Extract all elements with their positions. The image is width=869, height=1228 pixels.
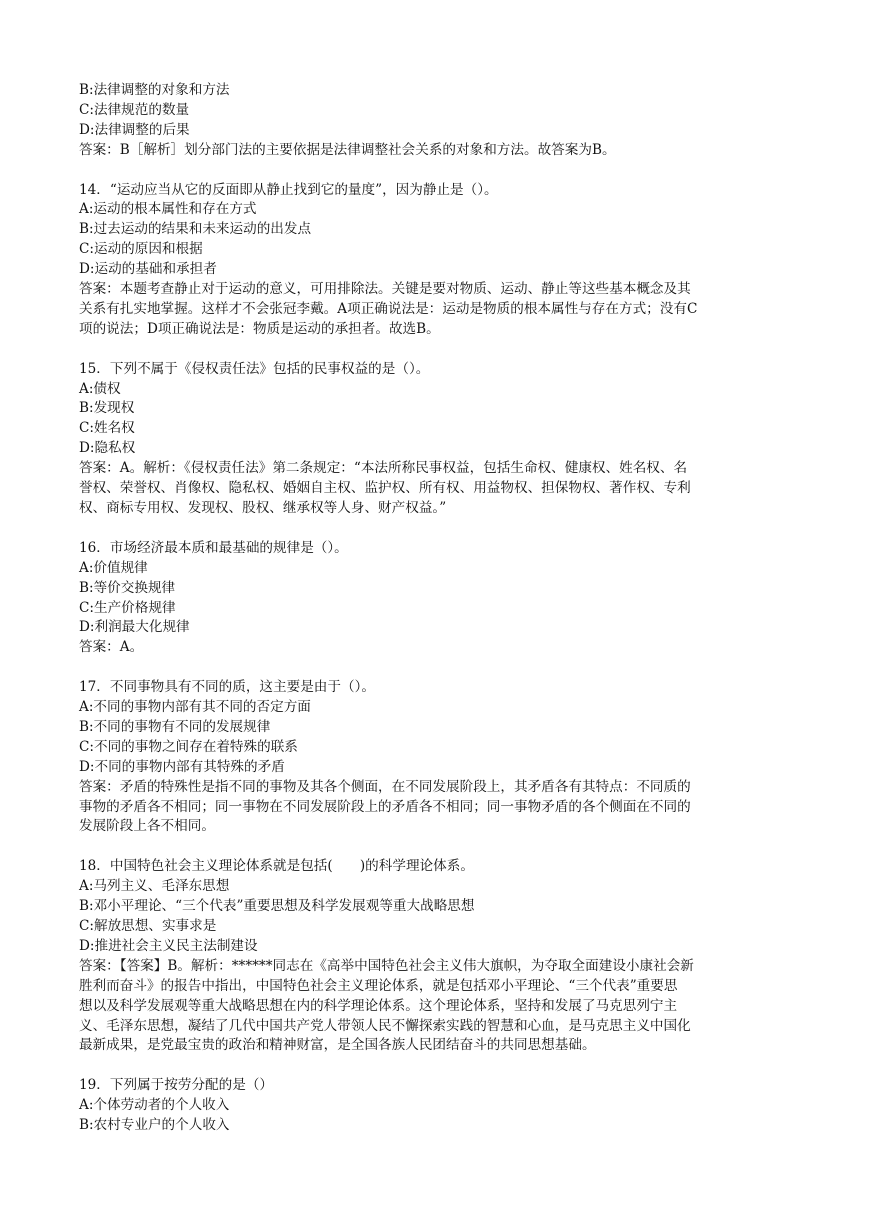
option-b: B:农村专业户的个人收入 [79,1117,230,1134]
answer-line: 答案：A。 [79,639,144,656]
option-b: B:法律调整的对象和方法 [79,82,230,98]
question-18 [79,857,791,1056]
answer-line: 权、商标专用权、发现权、股权、继承权等人身、财产权益。” [79,500,447,516]
answer-line: 誉权、荣誉权、肖像权、隐私权、婚姻自主权、监护权、所有权、用益物权、担保物权、著作权、专利 [79,480,691,497]
question-stem: 17．不同事物具有不同的质，这主要是由于（）。 [79,679,375,696]
option-d: D:运动的基础和承担者 [79,261,217,278]
answer-line: 事物的矛盾各不相同；同一事物在不同发展阶段上的矛盾各不相同；同一事物矛盾的各个侧面在不同的 [79,798,691,815]
question-stem: 19．下列属于按劳分配的是（） [79,1077,274,1094]
option-a: A:马列主义、毛泽东思想 [79,878,230,895]
option-a: A:运动的根本属性和存在方式 [79,201,257,218]
option-b: B:发现权 [79,400,135,417]
option-a: A:债权 [79,380,121,397]
question-15 [79,360,791,519]
option-b: B:等价交换规律 [79,579,176,596]
answer-text: 答案：B［解析］划分部门法的主要依据是法律调整社会关系的对象和方法。故答案为B。 [79,141,616,158]
answer-line: 答案：【答案】B。解析：******同志在《高举中国特色社会主义伟大旗帜，为夺取全面建设小康社会新 [79,957,694,974]
answer-line: 最新成果，是党最宝贵的政治和精神财富，是全国各族人民团结奋斗的共同思想基础。 [79,1037,596,1054]
question-14 [79,181,791,340]
question-19 [79,1076,791,1136]
answer-line: 答案：本题考查静止对于运动的意义，可用排除法。关键是要对物质、运动、静止等这些基本概念及其 [79,281,691,298]
question-stem: 18．中国特色社会主义理论体系就是包括( )的科学理论体系。 [79,858,474,875]
option-c: C:姓名权 [79,420,135,437]
question-stem: 14．“运动应当从它的反面即从静止找到它的量度”，因为静止是（）。 [79,181,498,198]
answer-line: 答案：矛盾的特殊性是指不同的事物及其各个侧面，在不同发展阶段上，其矛盾各有其特点：不同质的 [79,778,691,795]
option-d: D:法律调整的后果 [79,121,190,138]
option-c: C:生产价格规律 [79,599,176,616]
answer-line: 答案：A。解析：《侵权责任法》第二条规定：“本法所称民事权益，包括生命权、健康权、姓名权、名 [79,460,688,477]
option-c: C:不同的事物之间存在着特殊的联系 [79,738,298,755]
answer-line: 发展阶段上各不相同。 [79,818,215,835]
option-d: D:推进社会主义民主法制建设 [79,937,258,954]
option-a: A:个体劳动者的个人收入 [79,1097,230,1114]
option-b: B:邓小平理论、“三个代表”重要思想及科学发展观等重大战略思想 [79,898,475,915]
answer-line: 想以及科学发展观等重大战略思想在内的科学理论体系。这个理论体系，坚持和发展了马克思列宁主 [79,997,678,1014]
document-page [79,81,791,1136]
answer-line: 义、毛泽东思想，凝结了几代中国共产党人带领人民不懈探索实践的智慧和心血，是马克思主义中国化 [79,1017,691,1034]
option-a: A:不同的事物内部有其不同的否定方面 [79,699,311,716]
option-c: C:法律规范的数量 [79,101,190,118]
question-stem: 16．市场经济最本质和最基础的规律是（）。 [79,539,348,556]
question-16 [79,539,791,658]
question-stem: 15．下列不属于《侵权责任法》包括的民事权益的是（）。 [79,360,430,377]
option-c: C:解放思想、实事求是 [79,917,217,934]
option-d: D:利润最大化规律 [79,619,190,636]
answer-line: 关系有扎实地掌握。这样才不会张冠李戴。A项正确说法是：运动是物质的根本属性与存在方式；没有C [79,300,698,317]
option-b: B:过去运动的结果和未来运动的出发点 [79,221,312,238]
option-d: D:不同的事物内部有其特殊的矛盾 [79,758,285,775]
option-c: C:运动的原因和根据 [79,241,203,258]
option-d: D:隐私权 [79,440,136,457]
question-17 [79,678,791,837]
option-b: B:不同的事物有不同的发展规律 [79,718,271,735]
option-a: A:价值规律 [79,559,148,576]
answer-line: 项的说法；D项正确说法是：物质是运动的承担者。故选B。 [79,320,440,337]
answer-line: 胜利而奋斗》的报告中指出，中国特色社会主义理论体系，就是包括邓小平理论、“三个代表”重要思 [79,977,678,994]
question-13-tail [79,81,791,161]
